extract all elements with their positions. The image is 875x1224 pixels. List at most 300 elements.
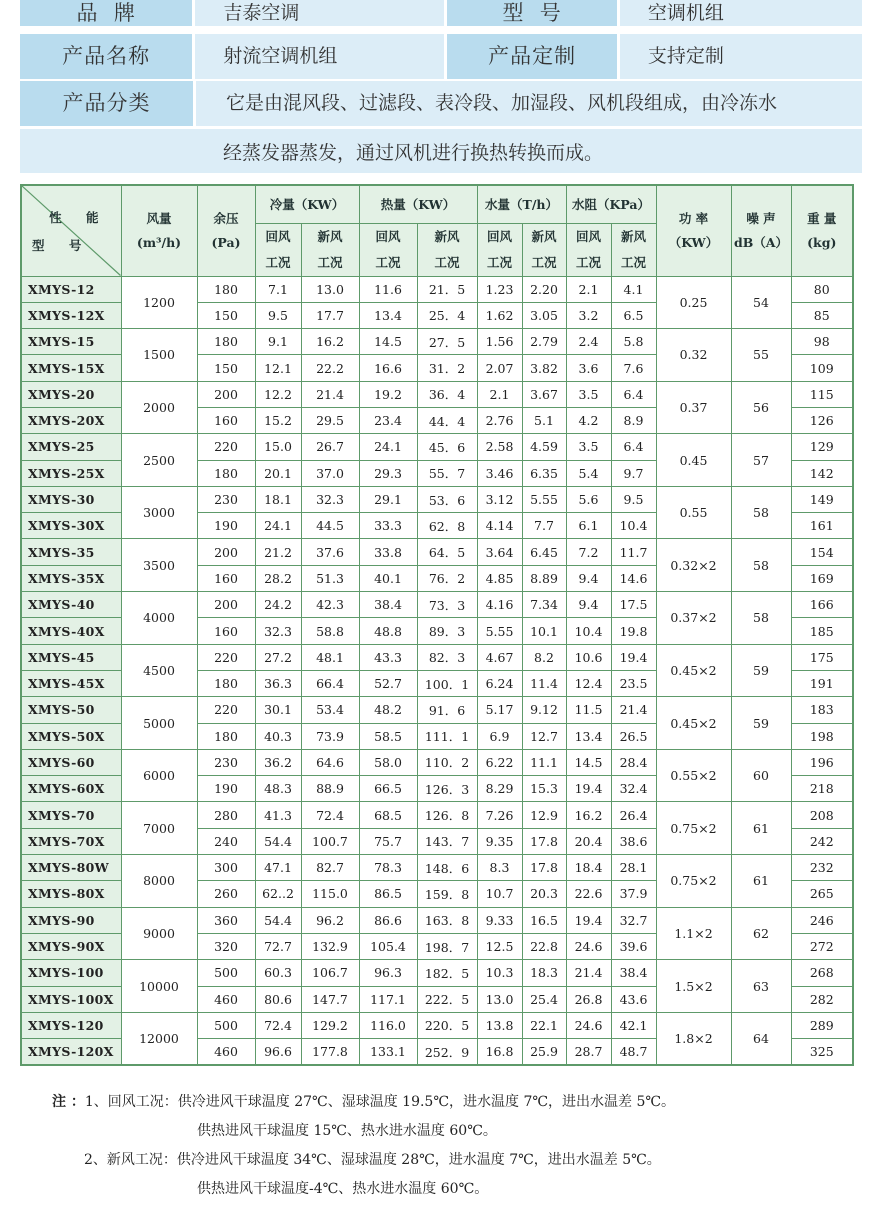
- pressure-cell: 180: [197, 460, 255, 486]
- wf-f-cell: 3.82: [522, 355, 566, 381]
- model-cell: XMYS-60X: [21, 776, 121, 802]
- pressure-cell: 230: [197, 486, 255, 512]
- sub-fresh-1: 新风: [531, 228, 557, 244]
- model-cell: XMYS-120: [21, 1012, 121, 1038]
- noise-cell: 64: [731, 1012, 791, 1065]
- model-cell: XMYS-70X: [21, 828, 121, 854]
- airflow-cell: 1200: [121, 276, 197, 329]
- weight-cell: 191: [791, 670, 853, 696]
- wf-f-cell: 11.4: [522, 670, 566, 696]
- model-cell: XMYS-25: [21, 434, 121, 460]
- wf-r-cell: 6.22: [477, 749, 522, 775]
- wf-f-cell: 22.8: [522, 933, 566, 959]
- pressure-cell: 220: [197, 697, 255, 723]
- cool-f-cell: 129.2: [301, 1012, 359, 1038]
- wr-f-cell: 14.6: [611, 565, 656, 591]
- wf-r-cell: 4.67: [477, 644, 522, 670]
- heat-f-cell: 53．6: [417, 486, 477, 512]
- header-sub-cell: [301, 223, 359, 276]
- header-power: [656, 185, 731, 276]
- pressure-cell: 500: [197, 960, 255, 986]
- wr-r-cell: 13.4: [566, 723, 611, 749]
- wr-f-cell: 6.5: [611, 302, 656, 328]
- pressure-cell: 280: [197, 802, 255, 828]
- wr-r-cell: 21.4: [566, 960, 611, 986]
- wf-r-cell: 6.9: [477, 723, 522, 749]
- pressure-cell: 230: [197, 749, 255, 775]
- wr-f-cell: 5.8: [611, 329, 656, 355]
- heat-f-cell: 148．6: [417, 855, 477, 881]
- wf-r-cell: 16.8: [477, 1039, 522, 1065]
- spec-table: [20, 184, 854, 1066]
- power-cell: 0.55: [656, 486, 731, 539]
- wr-f-cell: 8.9: [611, 407, 656, 433]
- heat-r-cell: 105.4: [359, 933, 417, 959]
- weight-cell: 166: [791, 592, 853, 618]
- cool-f-cell: 72.4: [301, 802, 359, 828]
- wf-r-cell: 4.85: [477, 565, 522, 591]
- model-cell: XMYS-45: [21, 644, 121, 670]
- wf-r-cell: 4.16: [477, 592, 522, 618]
- wr-r-cell: 2.1: [566, 276, 611, 302]
- heat-r-cell: 19.2: [359, 381, 417, 407]
- power-cell: 0.45×2: [656, 697, 731, 750]
- table-row: [21, 855, 853, 881]
- wf-f-cell: 3.67: [522, 381, 566, 407]
- heat-f-cell: 126．3: [417, 776, 477, 802]
- table-row: [21, 697, 853, 723]
- wf-f-cell: 6.35: [522, 460, 566, 486]
- heat-f-cell: 73．3: [417, 592, 477, 618]
- cool-r-cell: 62..2: [255, 881, 301, 907]
- heat-f-cell: 110．2: [417, 749, 477, 775]
- power-cell: 0.37: [656, 381, 731, 434]
- model-cell: XMYS-20: [21, 381, 121, 407]
- cool-r-cell: 20.1: [255, 460, 301, 486]
- cool-f-cell: 37.0: [301, 460, 359, 486]
- cool-f-cell: 42.3: [301, 592, 359, 618]
- noise-cell: 58: [731, 539, 791, 592]
- wf-f-cell: 8.2: [522, 644, 566, 670]
- airflow-cell: 5000: [121, 697, 197, 750]
- heat-f-cell: 62．8: [417, 513, 477, 539]
- wr-f-cell: 32.7: [611, 907, 656, 933]
- noise-cell: 63: [731, 960, 791, 1013]
- brand-label: 品 牌: [20, 0, 192, 26]
- pressure-cell: 180: [197, 329, 255, 355]
- cool-r-cell: 80.6: [255, 986, 301, 1012]
- weight-cell: 169: [791, 565, 853, 591]
- pressure-cell: 150: [197, 355, 255, 381]
- wf-r-cell: 6.24: [477, 670, 522, 696]
- pressure-cell: 500: [197, 1012, 255, 1038]
- wr-f-cell: 42.1: [611, 1012, 656, 1038]
- noise-cell: 57: [731, 434, 791, 487]
- cool-r-cell: 96.6: [255, 1039, 301, 1065]
- sub-fresh-2: 工况: [620, 254, 646, 270]
- wf-f-cell: 22.1: [522, 1012, 566, 1038]
- cool-f-cell: 13.0: [301, 276, 359, 302]
- heat-r-cell: 68.5: [359, 802, 417, 828]
- noise-cell: 54: [731, 276, 791, 329]
- pressure-cell: 160: [197, 565, 255, 591]
- header-noise-label: 噪 声: [746, 210, 776, 226]
- pressure-cell: 260: [197, 881, 255, 907]
- pressure-cell: 200: [197, 539, 255, 565]
- category-label: 产品分类: [20, 81, 193, 126]
- pressure-cell: 240: [197, 828, 255, 854]
- wr-f-cell: 37.9: [611, 881, 656, 907]
- heat-f-cell: 76．2: [417, 565, 477, 591]
- pressure-cell: 160: [197, 618, 255, 644]
- heat-f-cell: 126．8: [417, 802, 477, 828]
- model-cell: XMYS-90X: [21, 933, 121, 959]
- power-cell: 0.45: [656, 434, 731, 487]
- cool-r-cell: 9.5: [255, 302, 301, 328]
- cool-f-cell: 73.9: [301, 723, 359, 749]
- name-label: 产品名称: [20, 34, 192, 79]
- wr-f-cell: 19.8: [611, 618, 656, 644]
- heat-r-cell: 116.0: [359, 1012, 417, 1038]
- weight-cell: 325: [791, 1039, 853, 1065]
- airflow-cell: 3000: [121, 486, 197, 539]
- wr-f-cell: 11.7: [611, 539, 656, 565]
- cool-f-cell: 82.7: [301, 855, 359, 881]
- heat-r-cell: 86.6: [359, 907, 417, 933]
- weight-cell: 246: [791, 907, 853, 933]
- wf-r-cell: 1.62: [477, 302, 522, 328]
- cool-f-cell: 22.2: [301, 355, 359, 381]
- wr-f-cell: 28.1: [611, 855, 656, 881]
- wr-r-cell: 10.4: [566, 618, 611, 644]
- info-row-brand: [20, 0, 862, 34]
- weight-cell: 149: [791, 486, 853, 512]
- cool-f-cell: 37.6: [301, 539, 359, 565]
- heat-f-cell: 44．4: [417, 407, 477, 433]
- header-cooling: 冷量（KW）: [255, 185, 359, 223]
- header-noise-unit: dB（A）: [733, 234, 788, 250]
- brand-value: 吉泰空调: [195, 0, 444, 26]
- category-value-line1: 它是由混风段、过滤段、表冷段、加湿段、风机段组成，由冷冻水: [196, 81, 862, 126]
- wf-r-cell: 2.76: [477, 407, 522, 433]
- wr-r-cell: 4.2: [566, 407, 611, 433]
- wf-f-cell: 8.89: [522, 565, 566, 591]
- note-line-4: 供热进风干球温度-4℃、热水进水温度 60℃。: [197, 1181, 489, 1197]
- wf-r-cell: 5.17: [477, 697, 522, 723]
- power-cell: 0.75×2: [656, 802, 731, 855]
- weight-cell: 208: [791, 802, 853, 828]
- noise-cell: 61: [731, 802, 791, 855]
- weight-cell: 218: [791, 776, 853, 802]
- model-cell: XMYS-12: [21, 276, 121, 302]
- heat-r-cell: 38.4: [359, 592, 417, 618]
- model-cell: XMYS-40: [21, 592, 121, 618]
- wf-f-cell: 10.1: [522, 618, 566, 644]
- wr-r-cell: 24.6: [566, 933, 611, 959]
- weight-cell: 232: [791, 855, 853, 881]
- model-cell: XMYS-30: [21, 486, 121, 512]
- product-info: [20, 0, 862, 128]
- header-water-flow: 水量（T/h）: [477, 185, 566, 223]
- power-cell: 1.5×2: [656, 960, 731, 1013]
- heat-r-cell: 58.0: [359, 749, 417, 775]
- table-row: [21, 276, 853, 302]
- table-row: [21, 802, 853, 828]
- airflow-cell: 8000: [121, 855, 197, 908]
- wf-r-cell: 13.8: [477, 1012, 522, 1038]
- weight-cell: 109: [791, 355, 853, 381]
- heat-f-cell: 21．5: [417, 276, 477, 302]
- model-cell: XMYS-25X: [21, 460, 121, 486]
- weight-cell: 85: [791, 302, 853, 328]
- model-cell: XMYS-90: [21, 907, 121, 933]
- wf-r-cell: 2.58: [477, 434, 522, 460]
- wf-r-cell: 8.3: [477, 855, 522, 881]
- note-line-2: 供热进风干球温度 15℃、热水进水温度 60℃。: [197, 1123, 497, 1139]
- wr-r-cell: 20.4: [566, 828, 611, 854]
- noise-cell: 62: [731, 907, 791, 960]
- model-cell: XMYS-40X: [21, 618, 121, 644]
- weight-cell: 142: [791, 460, 853, 486]
- heat-f-cell: 82．3: [417, 644, 477, 670]
- power-cell: 0.37×2: [656, 592, 731, 645]
- weight-cell: 175: [791, 644, 853, 670]
- wf-r-cell: 4.14: [477, 513, 522, 539]
- wr-r-cell: 3.6: [566, 355, 611, 381]
- cool-r-cell: 60.3: [255, 960, 301, 986]
- sub-return-2: 工况: [486, 254, 512, 270]
- weight-cell: 196: [791, 749, 853, 775]
- cool-f-cell: 115.0: [301, 881, 359, 907]
- sub-return-2: 工况: [575, 254, 601, 270]
- table-row: [21, 486, 853, 512]
- custom-value: 支持定制: [620, 34, 862, 79]
- wr-r-cell: 11.5: [566, 697, 611, 723]
- note-line-1: [52, 1088, 675, 1117]
- heat-f-cell: 91．6: [417, 697, 477, 723]
- pressure-cell: 460: [197, 1039, 255, 1065]
- wr-r-cell: 24.6: [566, 1012, 611, 1038]
- wr-f-cell: 32.4: [611, 776, 656, 802]
- cool-r-cell: 7.1: [255, 276, 301, 302]
- model-cell: XMYS-12X: [21, 302, 121, 328]
- pressure-cell: 150: [197, 302, 255, 328]
- header-airflow: [121, 185, 197, 276]
- cool-r-cell: 40.3: [255, 723, 301, 749]
- sub-return-1: 回风: [486, 228, 512, 244]
- heat-f-cell: 163．8: [417, 907, 477, 933]
- spec-table-header: [21, 185, 853, 276]
- table-row: [21, 539, 853, 565]
- heat-r-cell: 29.3: [359, 460, 417, 486]
- wr-f-cell: 6.4: [611, 434, 656, 460]
- cool-f-cell: 26.7: [301, 434, 359, 460]
- table-row: [21, 329, 853, 355]
- wf-f-cell: 2.20: [522, 276, 566, 302]
- wr-r-cell: 7.2: [566, 539, 611, 565]
- model-cell: XMYS-100X: [21, 986, 121, 1012]
- heat-f-cell: 64．5: [417, 539, 477, 565]
- table-row: [21, 1012, 853, 1038]
- cool-r-cell: 48.3: [255, 776, 301, 802]
- heat-f-cell: 27．5: [417, 329, 477, 355]
- cool-r-cell: 28.2: [255, 565, 301, 591]
- header-pressure: [197, 185, 255, 276]
- header-pressure-unit: (Pa): [211, 234, 241, 250]
- cool-f-cell: 106.7: [301, 960, 359, 986]
- sub-return-1: 回风: [375, 228, 401, 244]
- wf-r-cell: 10.3: [477, 960, 522, 986]
- weight-cell: 198: [791, 723, 853, 749]
- heat-f-cell: 31．2: [417, 355, 477, 381]
- cool-r-cell: 47.1: [255, 855, 301, 881]
- wf-f-cell: 16.5: [522, 907, 566, 933]
- pressure-cell: 180: [197, 276, 255, 302]
- noise-cell: 60: [731, 749, 791, 802]
- wr-f-cell: 26.4: [611, 802, 656, 828]
- cool-r-cell: 36.3: [255, 670, 301, 696]
- wr-r-cell: 12.4: [566, 670, 611, 696]
- wr-f-cell: 17.5: [611, 592, 656, 618]
- cool-r-cell: 12.2: [255, 381, 301, 407]
- wf-f-cell: 18.3: [522, 960, 566, 986]
- sub-return-2: 工况: [265, 254, 291, 270]
- wf-r-cell: 2.07: [477, 355, 522, 381]
- heat-r-cell: 66.5: [359, 776, 417, 802]
- power-cell: 0.75×2: [656, 855, 731, 908]
- wr-f-cell: 6.4: [611, 381, 656, 407]
- noise-cell: 56: [731, 381, 791, 434]
- wr-r-cell: 3.2: [566, 302, 611, 328]
- info-row-name: [20, 34, 862, 81]
- model-cell: XMYS-35X: [21, 565, 121, 591]
- heat-r-cell: 52.7: [359, 670, 417, 696]
- weight-cell: 154: [791, 539, 853, 565]
- wf-r-cell: 13.0: [477, 986, 522, 1012]
- noise-cell: 58: [731, 592, 791, 645]
- wf-f-cell: 7.7: [522, 513, 566, 539]
- wf-f-cell: 15.3: [522, 776, 566, 802]
- sub-fresh-1: 新风: [434, 228, 460, 244]
- header-perf: 性 能: [49, 210, 109, 225]
- power-cell: 0.32×2: [656, 539, 731, 592]
- wr-r-cell: 16.2: [566, 802, 611, 828]
- heat-r-cell: 96.3: [359, 960, 417, 986]
- weight-cell: 98: [791, 329, 853, 355]
- pressure-cell: 460: [197, 986, 255, 1012]
- heat-r-cell: 23.4: [359, 407, 417, 433]
- wf-f-cell: 20.3: [522, 881, 566, 907]
- sub-return-1: 回风: [265, 228, 291, 244]
- model-cell: XMYS-120X: [21, 1039, 121, 1065]
- note-line-3: 2、新风工况：供冷进风干球温度 34℃、湿球温度 28℃，进水温度 7℃，进出水温差 5℃。: [84, 1152, 661, 1168]
- heat-r-cell: 33.8: [359, 539, 417, 565]
- wr-r-cell: 19.4: [566, 776, 611, 802]
- cool-r-cell: 36.2: [255, 749, 301, 775]
- pressure-cell: 320: [197, 933, 255, 959]
- wr-f-cell: 9.7: [611, 460, 656, 486]
- cool-f-cell: 44.5: [301, 513, 359, 539]
- cool-f-cell: 147.7: [301, 986, 359, 1012]
- wr-r-cell: 9.4: [566, 565, 611, 591]
- header-power-unit: （KW）: [668, 234, 719, 250]
- cool-r-cell: 54.4: [255, 828, 301, 854]
- power-cell: 0.32: [656, 329, 731, 382]
- airflow-cell: 9000: [121, 907, 197, 960]
- wr-f-cell: 48.7: [611, 1039, 656, 1065]
- heat-r-cell: 14.5: [359, 329, 417, 355]
- model-cell: XMYS-50X: [21, 723, 121, 749]
- cool-r-cell: 15.0: [255, 434, 301, 460]
- notes: [52, 1088, 675, 1204]
- wf-f-cell: 7.34: [522, 592, 566, 618]
- weight-cell: 129: [791, 434, 853, 460]
- wr-f-cell: 21.4: [611, 697, 656, 723]
- model-cell: XMYS-45X: [21, 670, 121, 696]
- cool-f-cell: 51.3: [301, 565, 359, 591]
- wr-f-cell: 7.6: [611, 355, 656, 381]
- header-pressure-label: 余压: [213, 210, 239, 226]
- weight-cell: 272: [791, 933, 853, 959]
- cool-r-cell: 15.2: [255, 407, 301, 433]
- model-cell: XMYS-100: [21, 960, 121, 986]
- power-cell: 0.25: [656, 276, 731, 329]
- airflow-cell: 2500: [121, 434, 197, 487]
- model-value: 空调机组: [620, 0, 862, 26]
- airflow-cell: 12000: [121, 1012, 197, 1065]
- header-sub-cell: [611, 223, 656, 276]
- wf-f-cell: 6.45: [522, 539, 566, 565]
- wf-r-cell: 1.56: [477, 329, 522, 355]
- pressure-cell: 220: [197, 434, 255, 460]
- airflow-cell: 4000: [121, 592, 197, 645]
- noise-cell: 59: [731, 644, 791, 697]
- cool-f-cell: 88.9: [301, 776, 359, 802]
- pressure-cell: 180: [197, 723, 255, 749]
- wr-f-cell: 38.4: [611, 960, 656, 986]
- cool-r-cell: 41.3: [255, 802, 301, 828]
- header-water-res: 水阻（KPa）: [566, 185, 656, 223]
- sub-fresh-2: 工况: [317, 254, 343, 270]
- sub-return-2: 工况: [375, 254, 401, 270]
- wr-r-cell: 9.4: [566, 592, 611, 618]
- table-row: [21, 592, 853, 618]
- cool-r-cell: 9.1: [255, 329, 301, 355]
- weight-cell: 265: [791, 881, 853, 907]
- cool-f-cell: 21.4: [301, 381, 359, 407]
- heat-f-cell: 252．9: [417, 1039, 477, 1065]
- wf-r-cell: 12.5: [477, 933, 522, 959]
- cool-f-cell: 132.9: [301, 933, 359, 959]
- wr-r-cell: 14.5: [566, 749, 611, 775]
- wf-f-cell: 11.1: [522, 749, 566, 775]
- category-continuation: [20, 129, 862, 173]
- heat-f-cell: 36．4: [417, 381, 477, 407]
- cool-f-cell: 58.8: [301, 618, 359, 644]
- airflow-cell: 2000: [121, 381, 197, 434]
- weight-cell: 183: [791, 697, 853, 723]
- power-cell: 0.45×2: [656, 644, 731, 697]
- heat-f-cell: 143．7: [417, 828, 477, 854]
- header-heating: 热量（KW）: [359, 185, 477, 223]
- model-cell: XMYS-20X: [21, 407, 121, 433]
- pressure-cell: 360: [197, 907, 255, 933]
- airflow-cell: 7000: [121, 802, 197, 855]
- wr-r-cell: 26.8: [566, 986, 611, 1012]
- cool-f-cell: 16.2: [301, 329, 359, 355]
- spec-table-body: [21, 276, 853, 1065]
- airflow-cell: 1500: [121, 329, 197, 382]
